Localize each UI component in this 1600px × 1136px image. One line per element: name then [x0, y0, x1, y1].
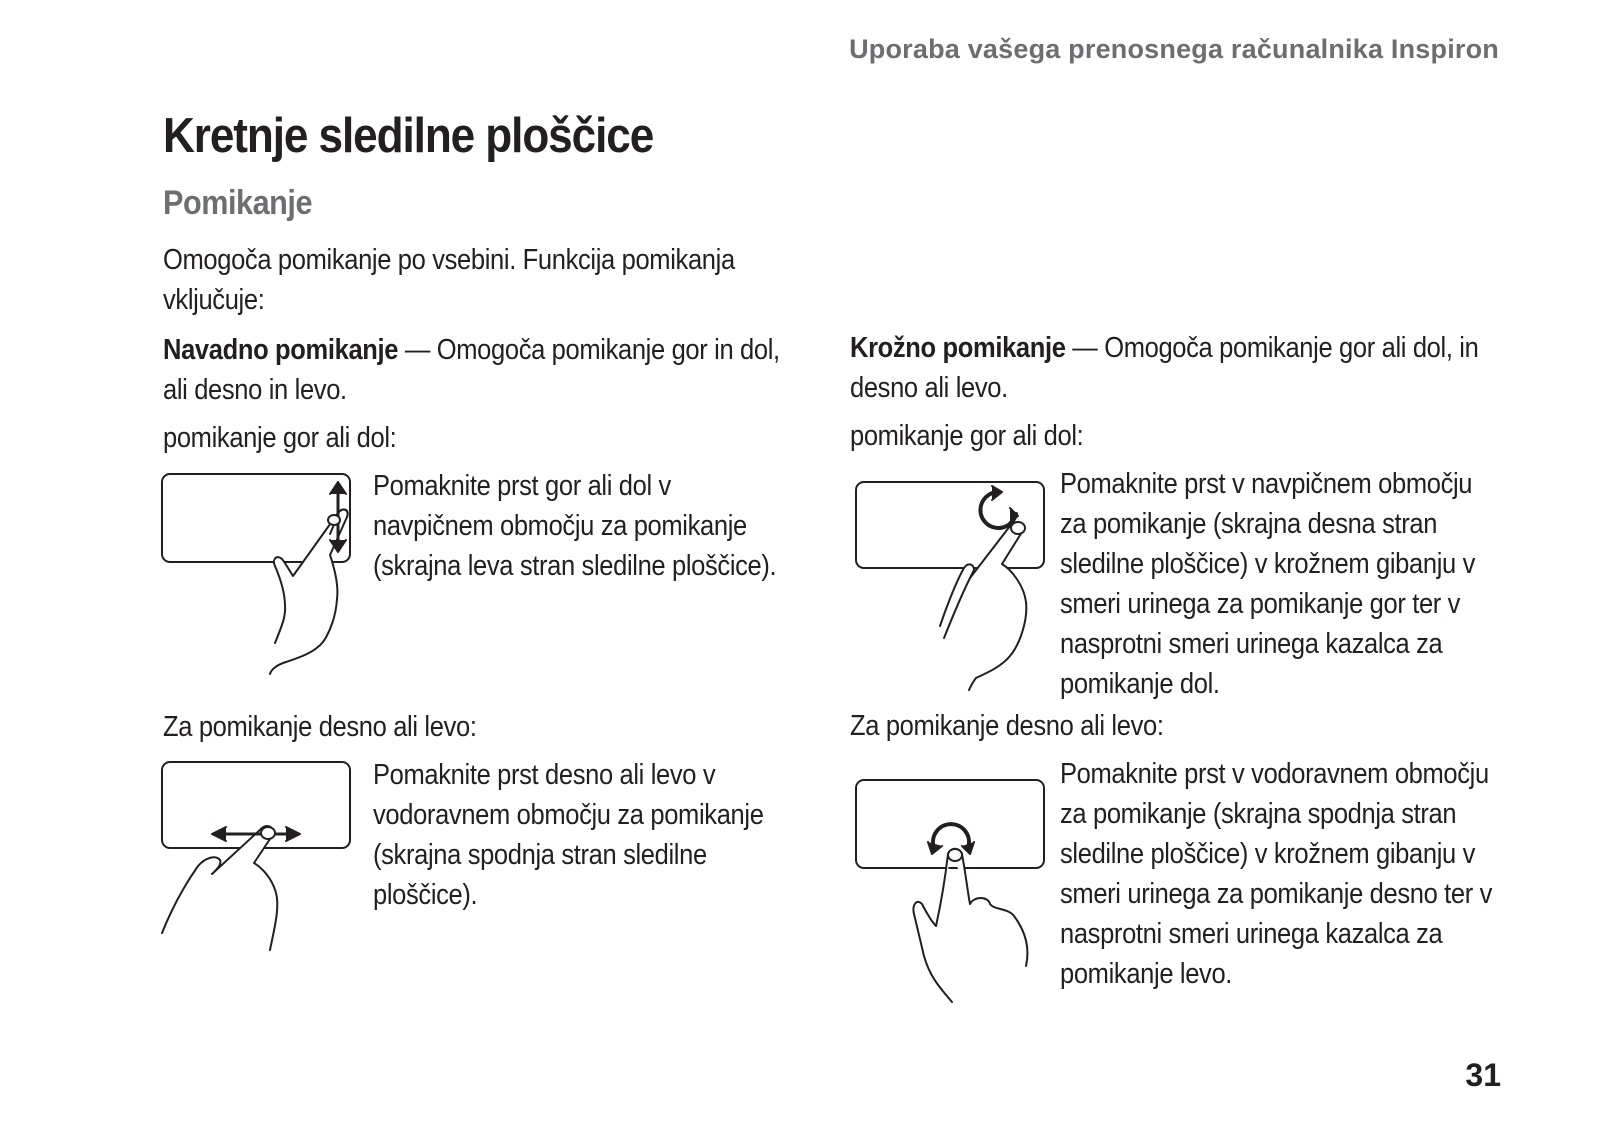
circular-horizontal-instruction: Pomaknite prst v vodoravnem območju za pomikanje (skrajna spodnja stran sledilne ploščice) v krožnem gibanju v smeri urinega za pomikanje desno ter v nasprotni smeri urinega kazalca za pomikanje levo. [1060, 758, 1493, 990]
standard-horizontal-instruction: Pomaknite prst desno ali levo v vodoravnem območju za pomikanje (skrajna spodnja stran sledilne ploščice). [373, 759, 764, 911]
page-number: 31 [1465, 1057, 1501, 1093]
standard-vertical-instruction: Pomaknite prst gor ali dol v navpičnem območju za pomikanje (skrajna leva stran sledilne ploščice). [373, 470, 777, 582]
standard-vertical-label: pomikanje gor ali dol: [163, 422, 397, 454]
circular-horizontal-illustration [852, 776, 1052, 1006]
standard-vertical-illustration [158, 470, 358, 675]
circular-scroll-term: Krožno pomikanje [850, 332, 1066, 364]
circular-horizontal-label: Za pomikanje desno ali levo: [850, 710, 1164, 742]
circular-vertical-instruction: Pomaknite prst v navpičnem območju za pomikanje (skrajna desna stran sledilne ploščice) v krožnem gibanju v smeri urinega za pomikanje gor ter v nasprotni smeri urinega kazalca za pomikanje dol. [1060, 468, 1476, 700]
term-dash: — [398, 334, 437, 366]
standard-scroll-term: Navadno pomikanje [163, 334, 399, 366]
circular-scroll-description: Omogoča pomikanje gor ali dol, in desno ali levo. [850, 332, 1479, 404]
section-heading: Pomikanje [163, 184, 313, 222]
standard-horizontal-illustration [158, 758, 358, 958]
standard-scroll-description: Omogoča pomikanje gor in dol, ali desno in levo. [163, 334, 780, 406]
intro-paragraph: Omogoča pomikanje po vsebini. Funkcija pomikanja vključuje: [163, 244, 735, 316]
circular-vertical-label: pomikanje gor ali dol: [850, 420, 1084, 452]
standard-horizontal-label: Za pomikanje desno ali levo: [163, 711, 477, 743]
standard-scroll-definition [163, 330, 805, 410]
term-dash: — [1065, 332, 1105, 364]
page-title: Kretnje sledilne ploščice [163, 109, 654, 163]
circular-vertical-illustration [852, 478, 1057, 693]
circular-scroll-definition [850, 328, 1484, 408]
running-header: Uporaba vašega prenosnega računalnika Inspiron [849, 34, 1499, 64]
